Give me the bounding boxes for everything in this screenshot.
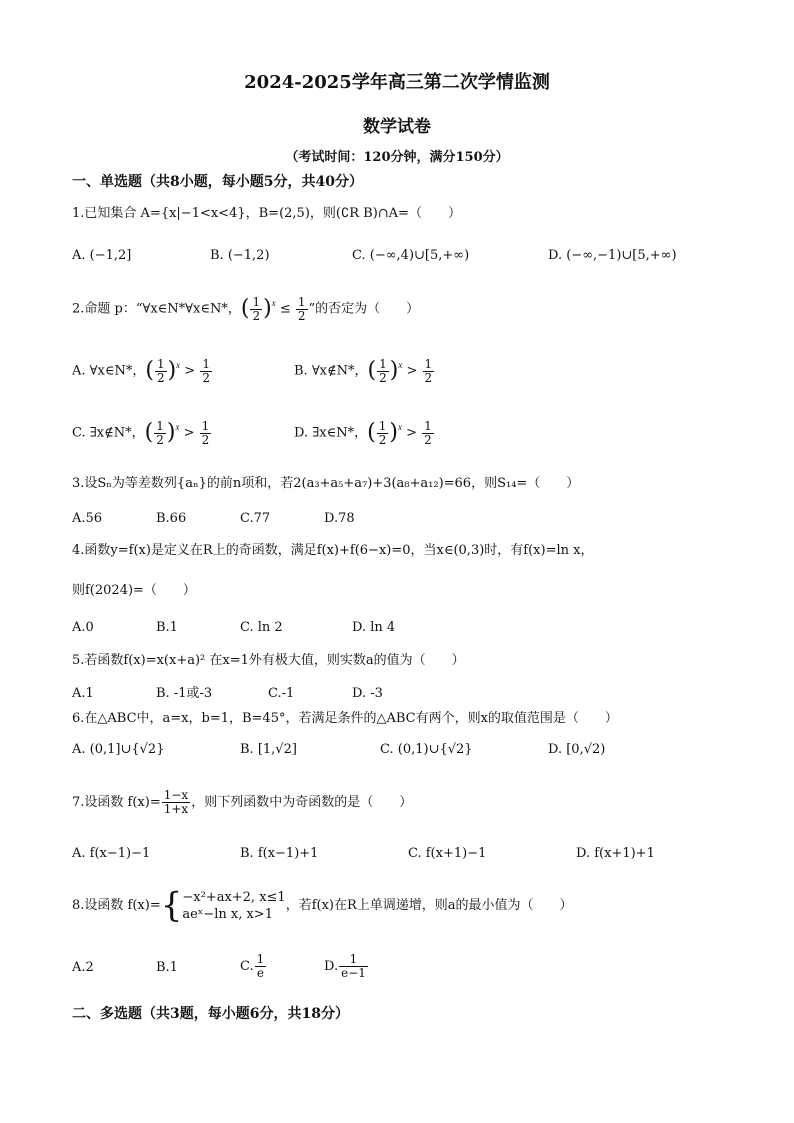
q4-stem: 4.函数y=f(x)是定义在R上的奇函数，满足f(x)+f(6−x)=0，当x∈(0,3)时，有f(x)=ln x， (72, 543, 594, 558)
q6-option-b: B. [1,√2] (240, 742, 297, 757)
q8-case-1: −x²+ax+2, x≤1 (182, 889, 286, 905)
q1-option-c: C. (−∞,4)∪[5,+∞) (352, 248, 470, 263)
q3-option-c: C.77 (240, 511, 271, 526)
section-1-heading: 一、单选题（共8小题，每小题5分，共40分） (72, 174, 363, 190)
q8-option-a: A.2 (72, 960, 94, 975)
exam-title: 2024-2025学年高三第二次学情监测 (244, 72, 550, 93)
exam-note: （考试时间：120分钟，满分150分） (285, 150, 509, 165)
q7-option-a: A. f(x−1)−1 (72, 846, 151, 861)
q5-stem: 5.若函数f(x)=x(x+a)² 在x=1外有极大值，则实数a的值为（ ） (72, 653, 465, 668)
q3-option-a: A.56 (72, 511, 103, 526)
q7-stem: 7.设函数 f(x)= $\frac{1-x}{1+x}$ ，则下列函数中为奇函数的是（ ） (72, 788, 413, 816)
q7-denominator: 1+x (163, 802, 189, 816)
q4-option-c: C. ln 2 (240, 620, 283, 635)
q7-option-d: D. f(x+1)+1 (576, 846, 655, 861)
q6-option-c: C. (0,1)∪{√2} (380, 742, 473, 757)
q3-stem: 3.设Sₙ为等差数列{aₙ}的前n项和，若2(a₃+a₅+a₇)+3(a₈+a₁₂)=66，则S₁₄=（ ） (72, 476, 580, 491)
q2-stem: 2.命题 p：“∀x∈N*∀x∈N*，( $\frac{1}{2}$ )$^x$ ≤ $\frac{1}{2}$ ”的否定为（ ） (72, 294, 420, 323)
q8-stem: 8.设函数 f(x)={ −x²+ax+2, x≤1 aeˣ−ln x, x>1 ，若f(x)在R上单调递增，则a的最小值为（ ） (72, 885, 573, 926)
q2-option-a: A. ∀x∈N*，( $\frac{1}{2}$ )$^x$ > $\frac{1}{2}$ (72, 356, 210, 385)
q6-stem: 6.在△ABC中，a=x，b=1，B=45°，若满足条件的△ABC有两个，则x的取值范围是（ ） (72, 711, 618, 726)
q6-option-d: D. [0,√2) (548, 742, 606, 757)
q2-option-c: C. ∃x∉N*，( $\frac{1}{2}$ )$^x$ > $\frac{1}{2}$ (72, 418, 210, 447)
q3-option-d: D.78 (324, 511, 355, 526)
q2-option-d: D. ∃x∈N*，( $\frac{1}{2}$ )$^x$ > $\frac{1}{2}$ (294, 418, 432, 447)
q4-stem-2: 则f(2024)=（ ） (72, 583, 196, 598)
q3-option-b: B.66 (156, 511, 187, 526)
q4-option-b: B.1 (156, 620, 178, 635)
q2-stem-post: ”的否定为（ ） (308, 301, 420, 317)
q7-numerator: 1−x (163, 788, 189, 802)
q7-option-b: B. f(x−1)+1 (240, 846, 319, 861)
q1-option-d: D. (−∞,−1)∪[5,+∞) (548, 248, 677, 263)
exam-subtitle: 数学试卷 (363, 117, 431, 137)
q1-option-a: A. (−1,2] (72, 248, 132, 263)
q4-option-a: A.0 (72, 620, 94, 635)
q8-option-c: C. $\frac{1}{e}$ (240, 952, 265, 980)
q1-option-b: B. (−1,2) (210, 248, 270, 263)
q1-stem: 1.已知集合 A={x|−1<x<4}，B=(2,5)，则(∁R B)∩A=（ ） (72, 206, 461, 221)
q2-option-b: B. ∀x∉N*，( $\frac{1}{2}$ )$^x$ > $\frac{1}{2}$ (294, 356, 433, 385)
q5-option-b: B. -1或-3 (156, 686, 213, 701)
q5-option-c: C.-1 (268, 686, 295, 701)
q7-option-c: C. f(x+1)−1 (408, 846, 487, 861)
q8-option-b: B.1 (156, 960, 178, 975)
q5-option-a: A.1 (72, 686, 94, 701)
q8-case-2: aeˣ−ln x, x>1 (182, 906, 273, 922)
q6-option-a: A. (0,1]∪{√2} (72, 742, 165, 757)
q4-option-d: D. ln 4 (352, 620, 396, 635)
section-2-heading: 二、多选题（共3题，每小题6分，共18分） (72, 1006, 349, 1022)
q2-stem-pre: 2.命题 p：“∀x∈N*∀x∈N*， (72, 301, 241, 317)
q8-option-d: D. $\frac{1}{e-1}$ (324, 952, 366, 980)
q5-option-d: D. -3 (352, 686, 383, 701)
